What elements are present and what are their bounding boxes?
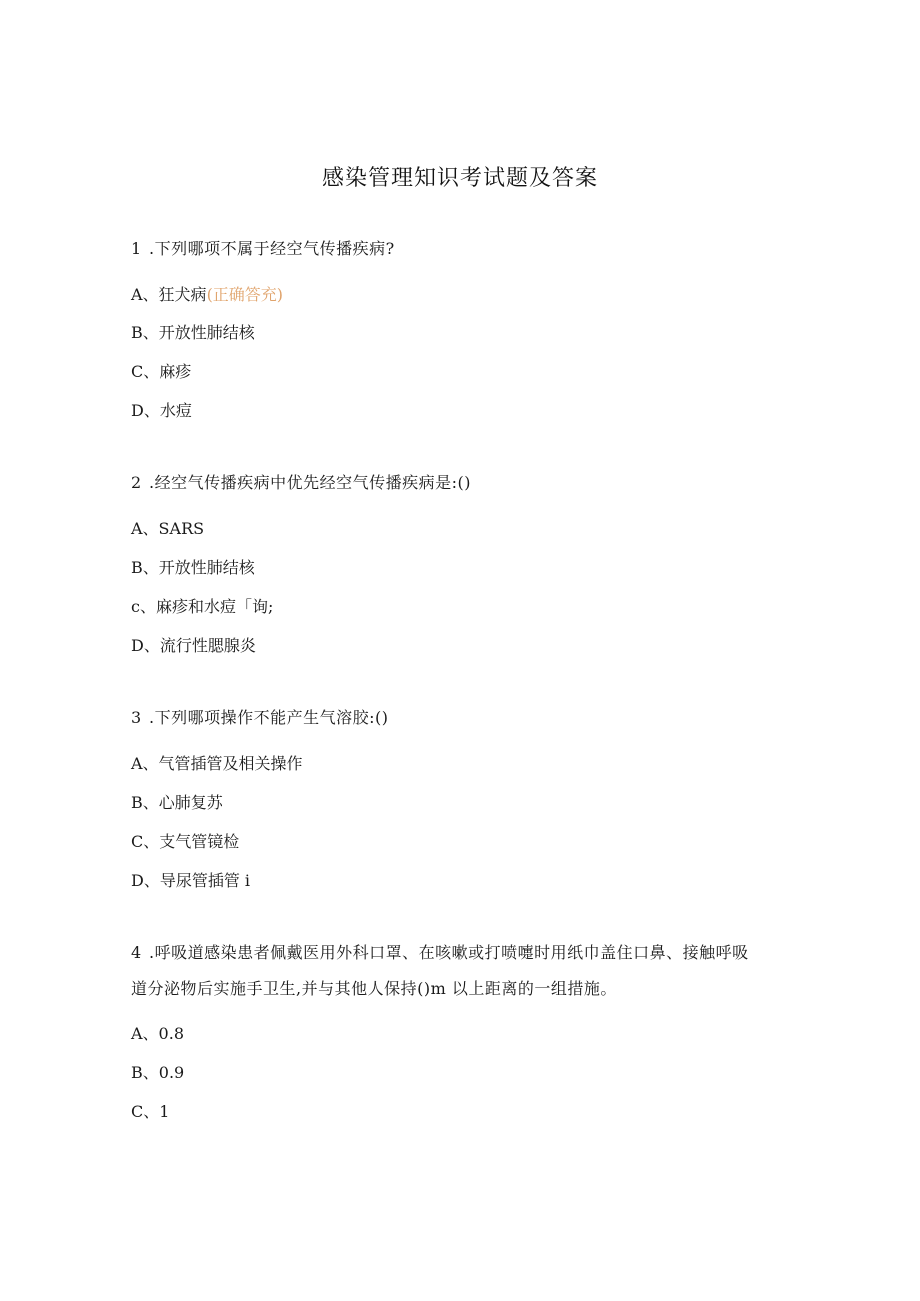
q4-option-c: C、1 [131, 1102, 170, 1121]
question-text: .下列哪项操作不能产生气溶胶:() [149, 708, 389, 727]
question-text: .经空气传播疾病中优先经空气传播疾病是:() [149, 473, 471, 492]
question-number: 3 [131, 708, 142, 727]
option-label: A、狂犬病 [131, 285, 207, 304]
q3-option-b: B、心肺复苏 [131, 793, 223, 812]
question-text: .下列哪项不属于经空气传播疾病? [149, 239, 395, 258]
q2-option-a: A、SARS [131, 519, 205, 538]
question-4 [131, 942, 749, 964]
question-1 [131, 238, 395, 260]
q2-option-d: D、流行性腮腺炎 [131, 636, 256, 655]
question-number: 4 [131, 943, 142, 962]
q1-option-c: C、麻疹 [131, 362, 192, 381]
q2-option-c: c、麻疹和水痘「询; [131, 597, 274, 616]
question-3 [131, 707, 388, 729]
q4-option-a: A、0.8 [131, 1024, 185, 1043]
question-number: 1 [131, 239, 142, 258]
q1-option-a [131, 284, 283, 306]
q2-option-b: B、开放性肺结核 [131, 558, 255, 577]
q4-option-b: B、0.9 [131, 1063, 185, 1082]
q1-option-d: D、水痘 [131, 401, 192, 420]
q3-option-a: A、气管插管及相关操作 [131, 754, 303, 773]
correct-answer-mark: (正确答充) [206, 285, 284, 304]
question-text-line-1: .呼吸道感染患者佩戴医用外科口罩、在咳嗽或打喷嚏时用纸巾盖住口鼻、接触呼吸 [149, 943, 749, 962]
question-number: 2 [131, 473, 142, 492]
document-title: 感染管理知识考试题及答案 [321, 166, 598, 191]
q3-option-c: C、支气管镜检 [131, 832, 240, 851]
q1-option-b: B、开放性肺结核 [131, 323, 255, 342]
q3-option-d: D、导尿管插管 i [131, 871, 251, 890]
question-4-continued: 道分泌物后实施手卫生,并与其他人保持()m 以上距离的一组措施。 [131, 979, 617, 998]
question-2 [131, 472, 471, 494]
